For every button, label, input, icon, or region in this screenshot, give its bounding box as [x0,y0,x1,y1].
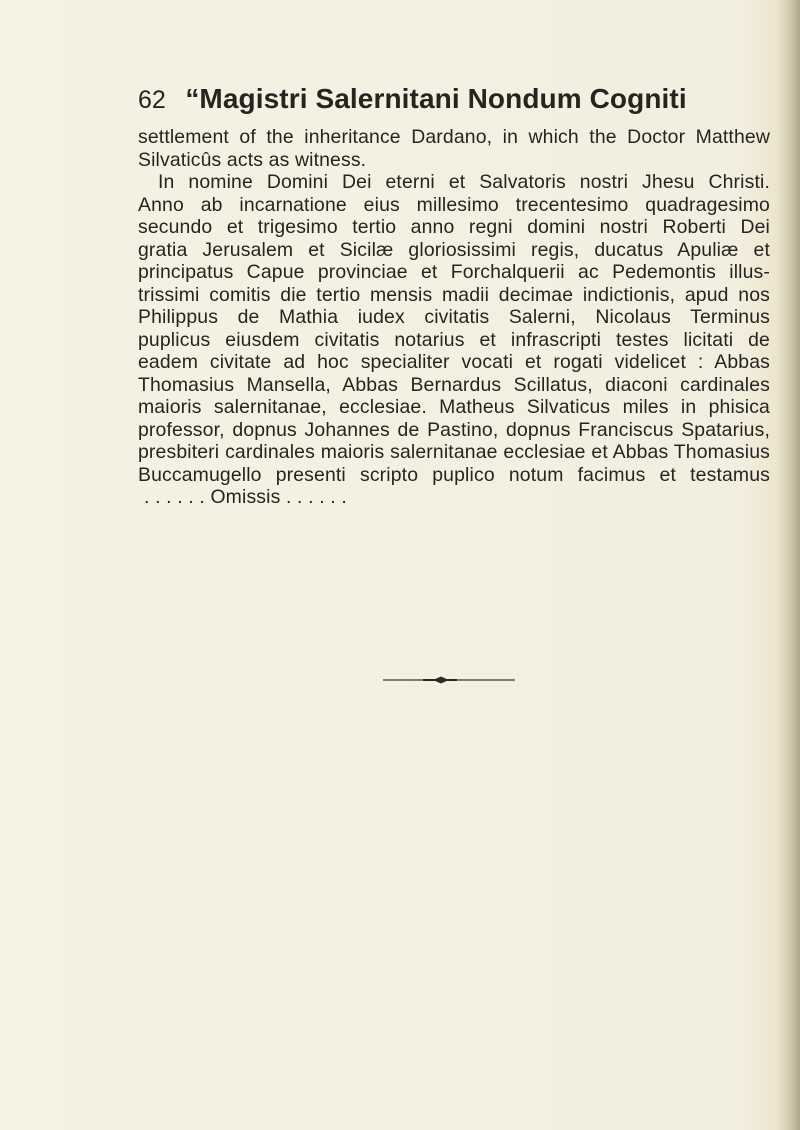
text-line: eadem civitate ad hoc specialiter vocati et rogati videlicet : Abbas [138,351,770,373]
page-edge-shadow [778,0,800,1130]
text-line: Buccamugello presenti scripto puplico notum facimus et testamus [138,463,770,486]
text-line: puplicus eiusdem civitatis notarius et infrascripti testes licitati de [138,328,770,351]
text-line: Thomasius Mansella, Abbas Bernardus Scillatus, diaconi cardinales [138,373,770,396]
text-line: Philippus de Mathia iudex civitatis Salerni, Nicolaus Terminus [138,306,770,328]
body-text [138,126,770,509]
text-line: In nomine Domini Dei eterni et Salvatoris nostri Jhesu Christi. [158,171,770,193]
text-line: Silvaticûs acts as witness. [138,148,367,171]
omissis-line: . . . . . . Omissis . . . . . . [144,486,347,508]
text-line: Anno ab incarnatione eius millesimo trecentesimo quadragesimo [138,193,770,216]
rule-with-diamond-ornament-icon [383,674,515,686]
text-line: trissimi comitis die tertio mensis madii decimae indictionis, apud nos [138,283,770,306]
text-line: secundo et trigesimo tertio anno regni domini nostri Roberti Dei [138,216,770,238]
text-line: gratia Jerusalem et Sicilæ gloriosissimi regis, ducatus Apuliæ et [138,238,770,261]
page-header [138,82,758,122]
text-line: professor, dopnus Johannes de Pastino, dopnus Franciscus Spatarius, [138,418,770,441]
text-line: principatus Capue provinciae et Forchalquerii ac Pedemontis illus- [138,261,770,283]
text-line: presbiteri cardinales maioris salernitanae ecclesiae et Abbas Thomasius [138,441,770,463]
text-line: maioris salernitanae, ecclesiae. Matheus Silvaticus miles in phisica [138,396,770,418]
text-line: settlement of the inheritance Dardano, in which the Doctor Matthew [138,126,770,148]
running-title: “Magistri Salernitani Nondum Cogniti [185,83,687,114]
page-number: 62 [138,86,166,114]
